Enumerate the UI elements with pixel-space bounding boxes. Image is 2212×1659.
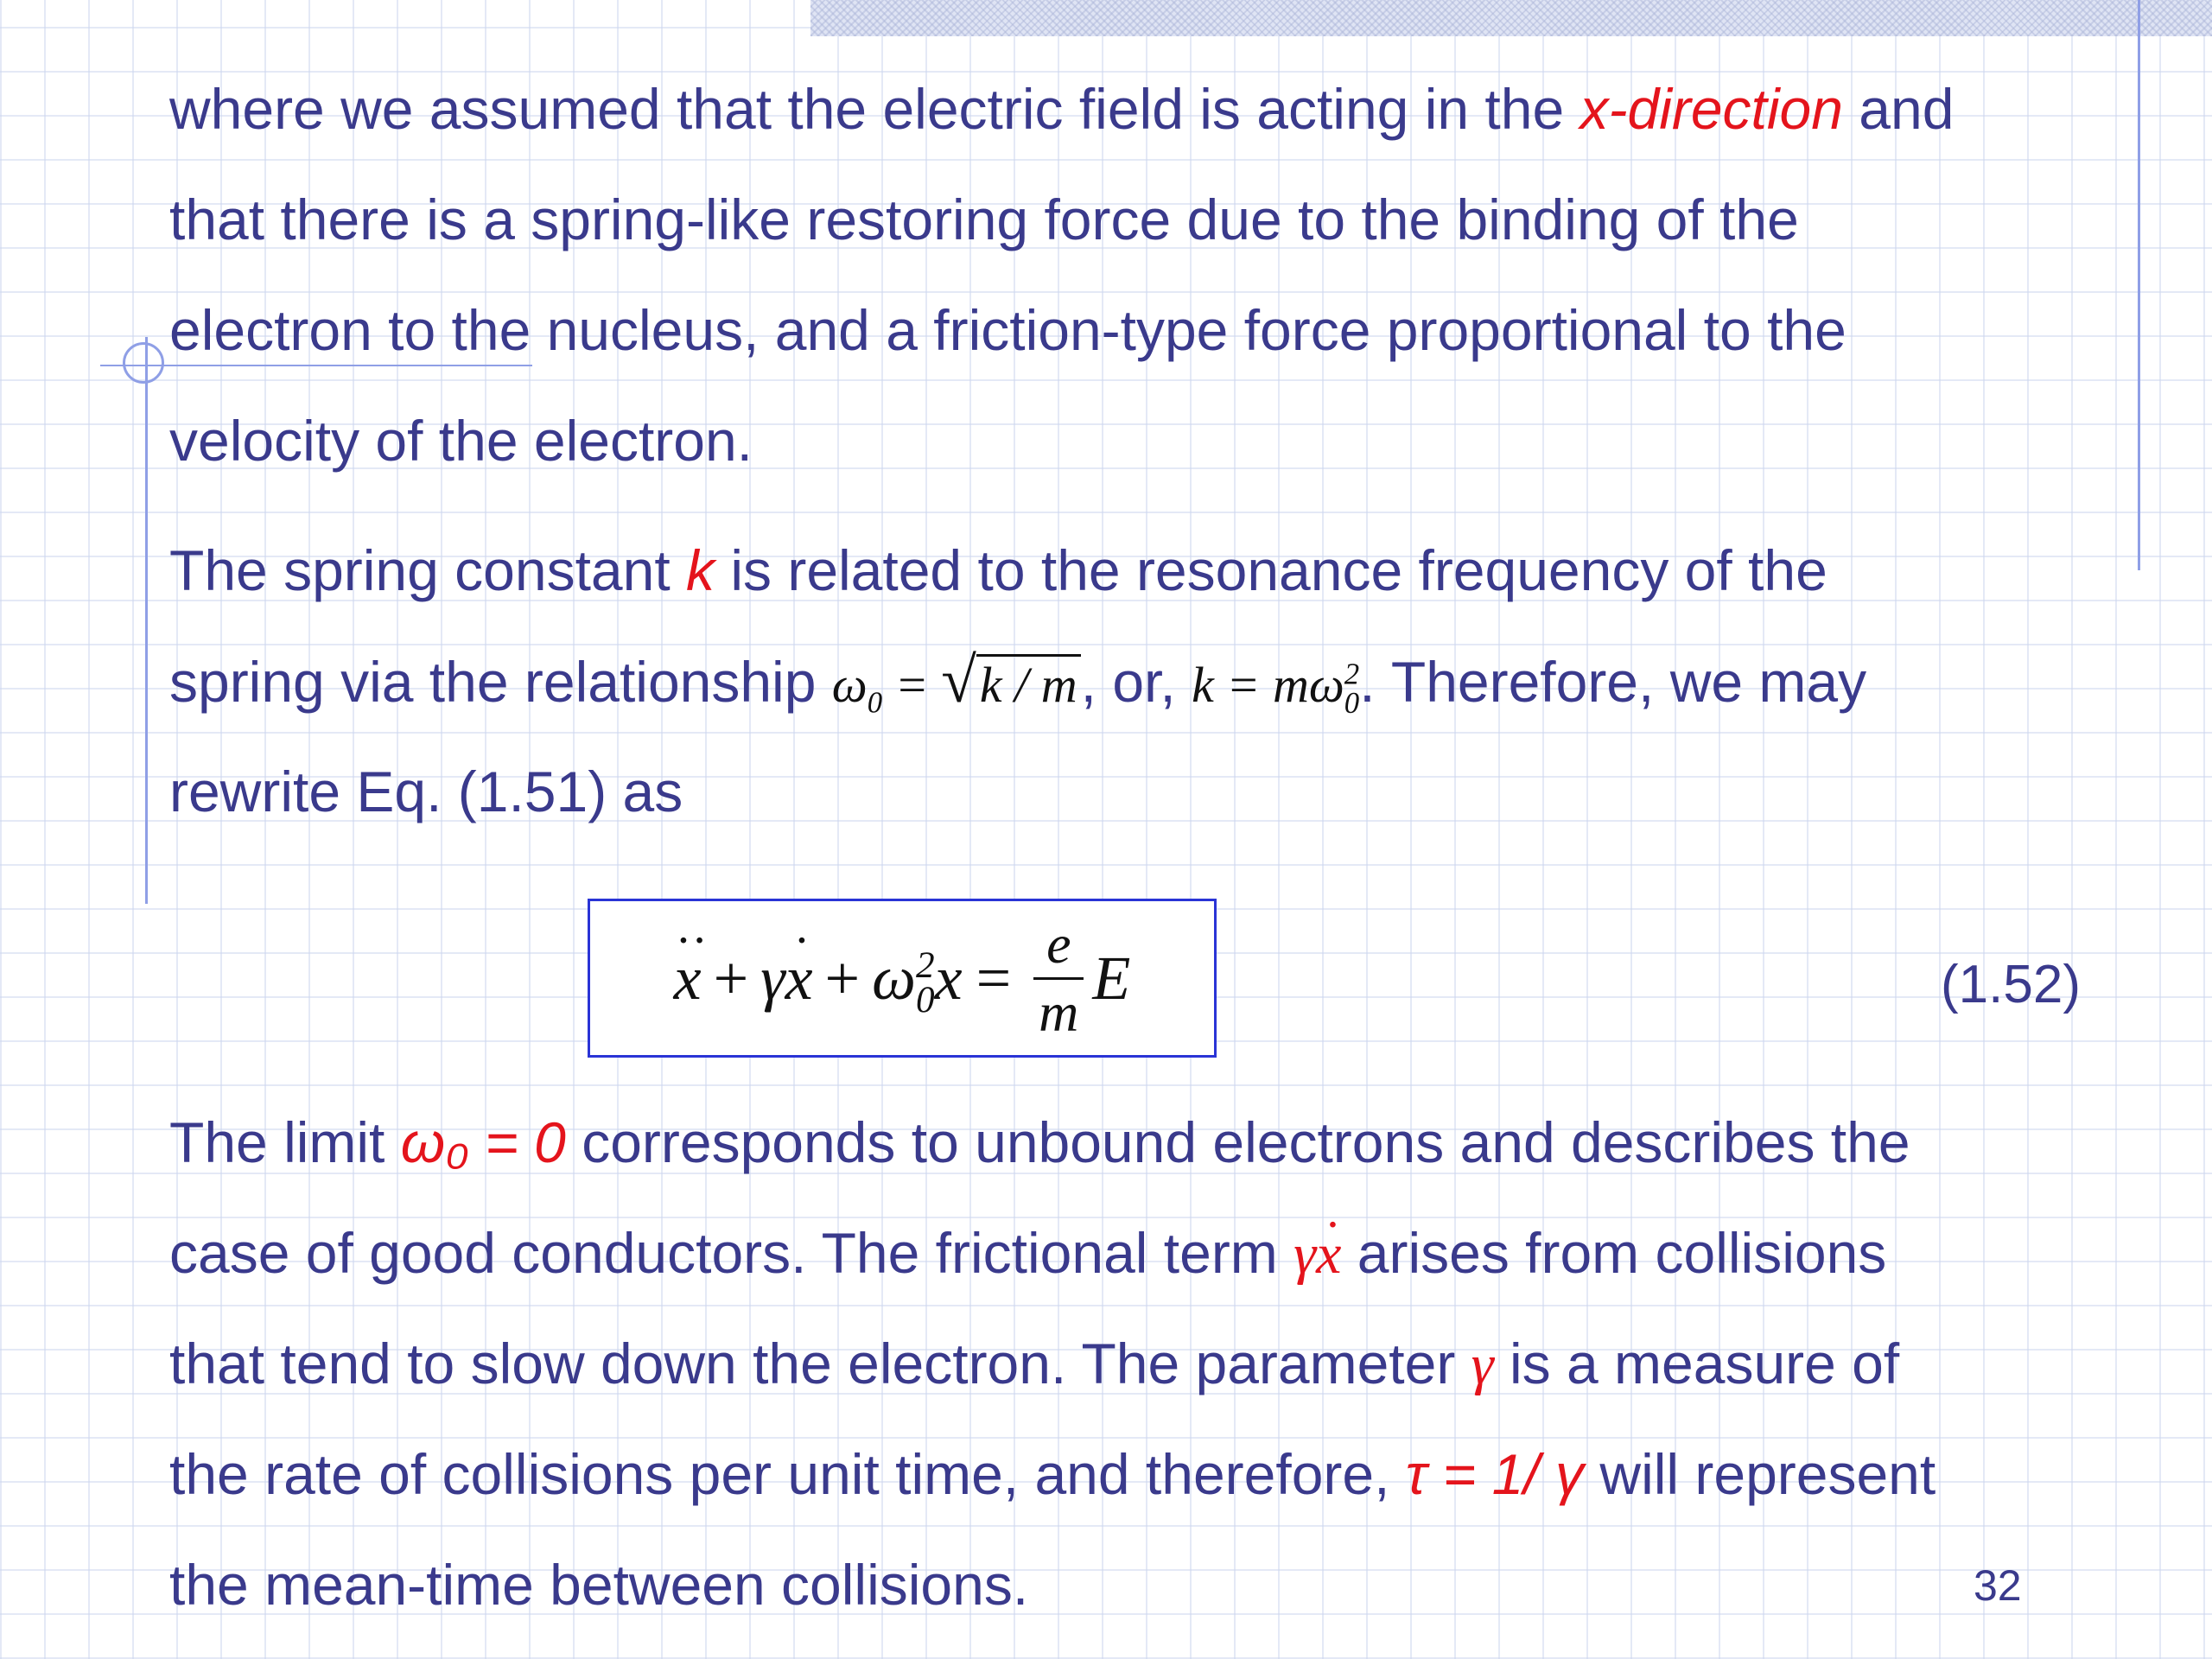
p2-line2: spring via the relationship $\omega_0 = √k / m$, or, $k = m\omega^2_0$. Therefore, we may	[169, 645, 1867, 720]
e-over-m-fraction: $\frac{e}{m}$	[1033, 912, 1084, 1046]
p3-line2: case of good conductors. The frictional term γx · arises from collisions	[169, 1218, 1886, 1289]
crosshair-circle-ornament	[123, 342, 164, 384]
p1-line4: velocity of the electron.	[169, 409, 753, 473]
left-vertical-rule	[145, 337, 148, 904]
p1-line1: where we assumed that the electric field is acting in the x-direction and	[169, 77, 1955, 141]
p3-line3: that tend to slow down the electron. The parameter γ is a measure of	[169, 1332, 1900, 1396]
x-direction-emphasis: x-direction	[1580, 77, 1843, 141]
p3-line4: the rate of collisions per unit time, and therefore, τ = 1/ γ will represent	[169, 1442, 1936, 1506]
gamma-x-dot: γx ·	[760, 943, 812, 1014]
p3-line1: The limit ω₀ = 0 corresponds to unbound electrons and describes the	[169, 1110, 1910, 1174]
equation-number: (1.52)	[1941, 955, 2081, 1014]
tau-emphasis: τ = 1/ γ	[1405, 1442, 1585, 1506]
omega0-zero-emphasis: ω₀ = 0	[400, 1110, 566, 1174]
p3-line5: the mean-time between collisions.	[169, 1553, 1029, 1617]
p2-line3: rewrite Eq. (1.51) as	[169, 760, 683, 823]
p1-line3: electron to the nucleus, and a friction-type force proportional to the	[169, 298, 1847, 362]
k-emphasis: k	[686, 538, 715, 602]
left-horizontal-rule	[100, 365, 532, 366]
header-band	[810, 0, 2212, 36]
omega0-sqrt-formula: $\omega_0 = √k / m$	[832, 657, 1081, 713]
k-m-omega-formula: $k = m\omega^2_0$	[1192, 657, 1360, 720]
gamma-symbol: γ	[1471, 1333, 1494, 1396]
right-vertical-rule	[2138, 0, 2140, 570]
equation-1-52-box: x ·· + γx · + $\omega^2_0x$ = $\frac{e}{m}$ E	[588, 899, 1217, 1058]
p1-line2: that there is a spring-like restoring force due to the binding of the	[169, 188, 1799, 251]
page-number: 32	[1974, 1561, 2022, 1610]
omega0-squared-x: $\omega^2_0x$	[872, 943, 963, 1020]
electric-field-symbol: E	[1092, 943, 1131, 1013]
p2-line1: The spring constant k is related to the resonance frequency of the	[169, 538, 1827, 602]
x-ddot: x ··	[674, 943, 702, 1014]
gamma-x-dot-term: γx ·	[1294, 1223, 1341, 1286]
